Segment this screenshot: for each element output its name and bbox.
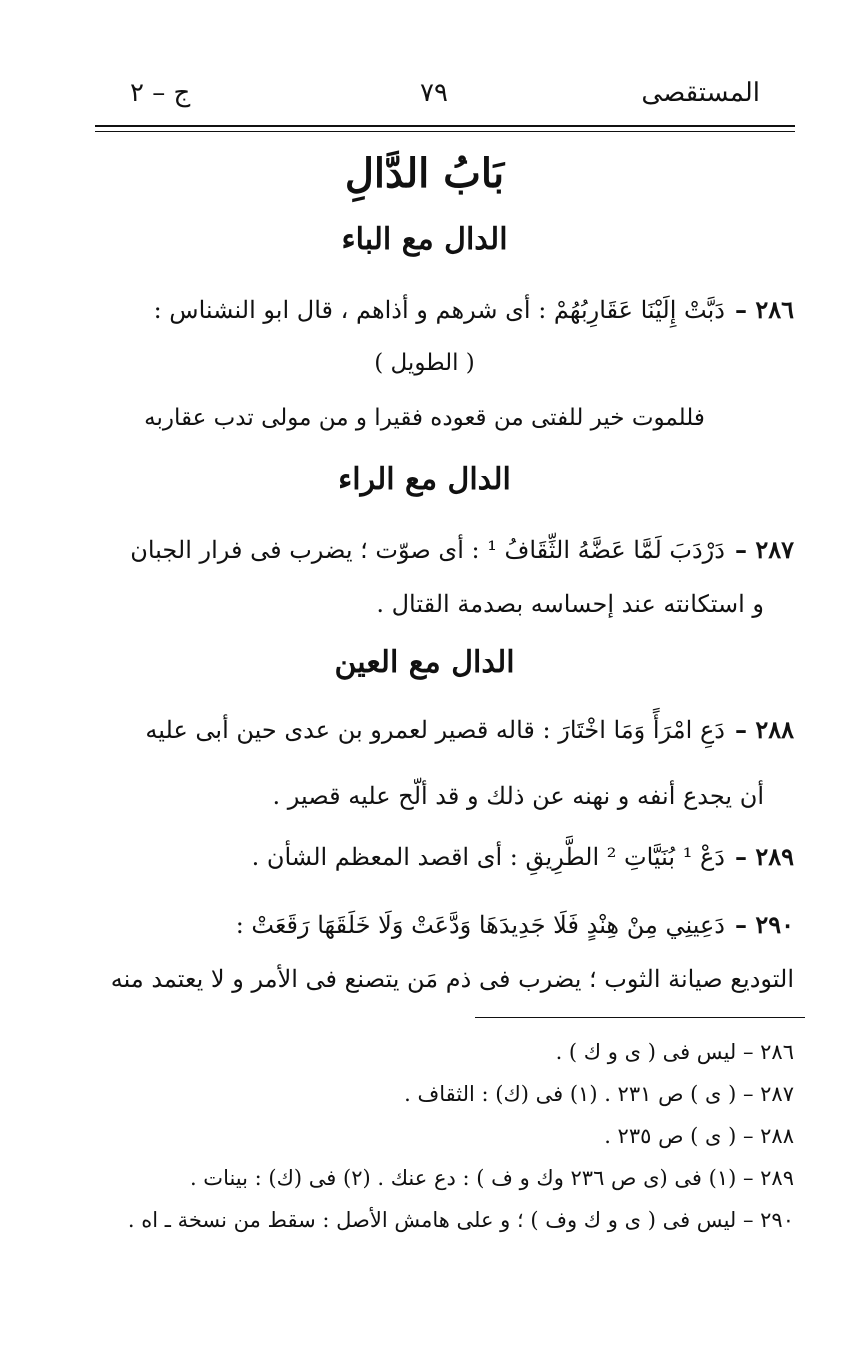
header-rule-thin	[95, 131, 795, 132]
entry-288-continuation: أن يجدع أنفه و نهنه عن ذلك و قد ألّح عليه قصير .	[272, 782, 764, 810]
entry-number: ٢٨٦ –	[734, 295, 794, 324]
header-rule-thick	[95, 125, 795, 127]
entry-287-continuation: و استكانته عند إحساسه بصدمة القتال .	[376, 590, 764, 618]
entry-number: ٢٨٨ –	[734, 715, 794, 744]
entry-number: ٢٨٧ –	[734, 535, 794, 564]
footnote: ٢٨٧ – ( ى ) ص ٢٣١ . (١) فى (ك) : الثقاف .	[404, 1082, 794, 1106]
footnote: ٢٨٨ – ( ى ) ص ٢٣٥ .	[604, 1124, 794, 1148]
entry-text: دَبَّتْ إِلَيْنَا عَقَارِبُهُمْ : أى شرهم و أذاهم ، قال ابو النشناس :	[153, 296, 725, 324]
poetic-meter: ( الطويل )	[374, 350, 475, 376]
entry-290	[54, 910, 794, 939]
page-number: ٧٩	[420, 78, 448, 108]
section-heading-ra: الدال مع الراء	[338, 462, 511, 497]
running-header	[110, 78, 760, 118]
footnote: ٢٨٦ – ليس فى ( ى و ك ) .	[555, 1040, 794, 1064]
entry-290-continuation: التوديع صيانة الثوب ؛ يضرب فى ذم مَن يتصنع فى الأمر و لا يعتمد منه	[110, 965, 794, 993]
chapter-title: بَابُ الدَّالِ	[344, 150, 505, 197]
entry-288	[54, 715, 794, 744]
entry-text: دَعْ ¹ بُنَيَّاتِ ² الطَّرِيقِ : أى اقصد المعظم الشأن .	[251, 843, 725, 871]
volume-label: ج – ٢	[130, 78, 191, 108]
footnote: ٢٨٩ – (١) فى (ى ص ٢٣٦ وك و ف ) : دع عنك . (٢) فى (ك) : بينات .	[189, 1166, 794, 1190]
entry-287	[54, 535, 794, 564]
footnote: ٢٩٠ – ليس فى ( ى و ك وف ) ؛ و على هامش الأصل : سقط من نسخة ـ اه .	[127, 1208, 794, 1232]
entry-text: دَعِينِي مِنْ هِنْدٍ فَلَا جَدِيدَهَا وَدَّعَتْ وَلَا خَلَقَهَا رَقَعَتْ :	[235, 911, 725, 939]
entry-text: دَرْدَبَ لَمَّا عَضَّهُ الثِّقَافُ ¹ : أى صوّت ؛ يضرب فى فرار الجبان	[130, 536, 725, 564]
verse-line: فللموت خير للفتى من قعوده فقيرا و من مولى تدب عقاربه	[144, 405, 705, 431]
section-heading-ba: الدال مع الباء	[341, 222, 508, 257]
entry-286	[54, 295, 794, 324]
entry-number: ٢٨٩ –	[734, 842, 794, 871]
entry-number: ٢٩٠ –	[734, 910, 794, 939]
entry-289	[54, 842, 794, 871]
book-title: المستقصى	[641, 78, 760, 108]
footnote-rule	[475, 1017, 805, 1018]
section-heading-ayn: الدال مع العين	[334, 645, 515, 680]
entry-text: دَعِ امْرَأً وَمَا اخْتَارَ : قاله قصير لعمرو بن عدى حين أبى عليه	[145, 716, 725, 744]
